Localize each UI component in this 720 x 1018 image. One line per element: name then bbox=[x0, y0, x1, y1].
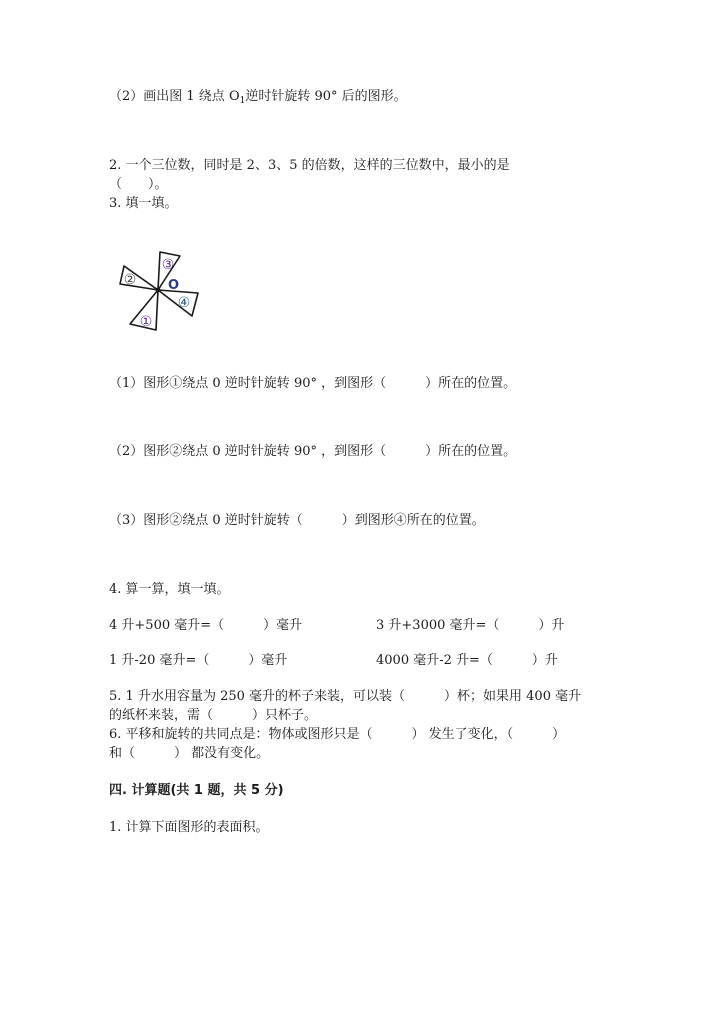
question-4-title: 4. 算一算，填一填。 bbox=[109, 582, 230, 597]
center-label: O bbox=[168, 278, 180, 293]
question-3-item-2: （2）图形②绕点 0 逆时针旋转 90° ，到图形（ ）所在的位置。 bbox=[109, 444, 517, 459]
label-1: ① bbox=[139, 314, 153, 330]
calc-question-1: 1. 计算下面图形的表面积。 bbox=[109, 820, 269, 835]
question-5-line-1: 5. 1 升水用容量为 250 毫升的杯子来装，可以装（ ）杯；如果用 400 毫升 bbox=[109, 689, 582, 704]
question-6-line-1: 6. 平移和旋转的共同点是：物体或图形只是（ ） 发生了变化，（ ） bbox=[109, 727, 566, 742]
question-4-row-1-left: 4 升+500 毫升=（ ）毫升 bbox=[109, 618, 303, 633]
pinwheel-figure bbox=[112, 248, 204, 334]
question-1-2-subscript: 1 bbox=[239, 96, 246, 106]
question-1-2 bbox=[109, 88, 407, 110]
label-4: ④ bbox=[177, 295, 191, 311]
label-2: ② bbox=[123, 272, 137, 288]
question-2-line-2: （ ）。 bbox=[109, 177, 168, 192]
question-1-2-suffix: 逆时针旋转 90° 后的图形。 bbox=[245, 89, 407, 104]
question-3-item-1: （1）图形①绕点 0 逆时针旋转 90° ，到图形（ ）所在的位置。 bbox=[109, 376, 517, 391]
label-3: ③ bbox=[161, 257, 175, 273]
question-5-line-2: 的纸杯来装，需（ ）只杯子。 bbox=[109, 708, 318, 723]
question-2-line-1: 2. 一个三位数，同时是 2、3、5 的倍数，这样的三位数中，最小的是 bbox=[109, 158, 510, 173]
question-3-item-3: （3）图形②绕点 0 逆时针旋转（ ）到图形④所在的位置。 bbox=[109, 513, 485, 528]
question-4-row-2-left: 1 升-20 毫升=（ ）毫升 bbox=[109, 653, 288, 668]
question-1-2-prefix: （2）画出图 1 绕点 O bbox=[109, 89, 240, 104]
question-4-row-2-right: 4000 毫升-2 升=（ ）升 bbox=[376, 653, 558, 668]
question-3-title: 3. 填一填。 bbox=[109, 196, 178, 211]
question-4-row-1-right: 3 升+3000 毫升=（ ）升 bbox=[376, 618, 565, 633]
question-6-line-2: 和（ ） 都没有变化。 bbox=[109, 746, 270, 761]
center-point bbox=[156, 288, 161, 293]
section-4-title: 四. 计算题(共 1 题，共 5 分) bbox=[109, 783, 284, 798]
